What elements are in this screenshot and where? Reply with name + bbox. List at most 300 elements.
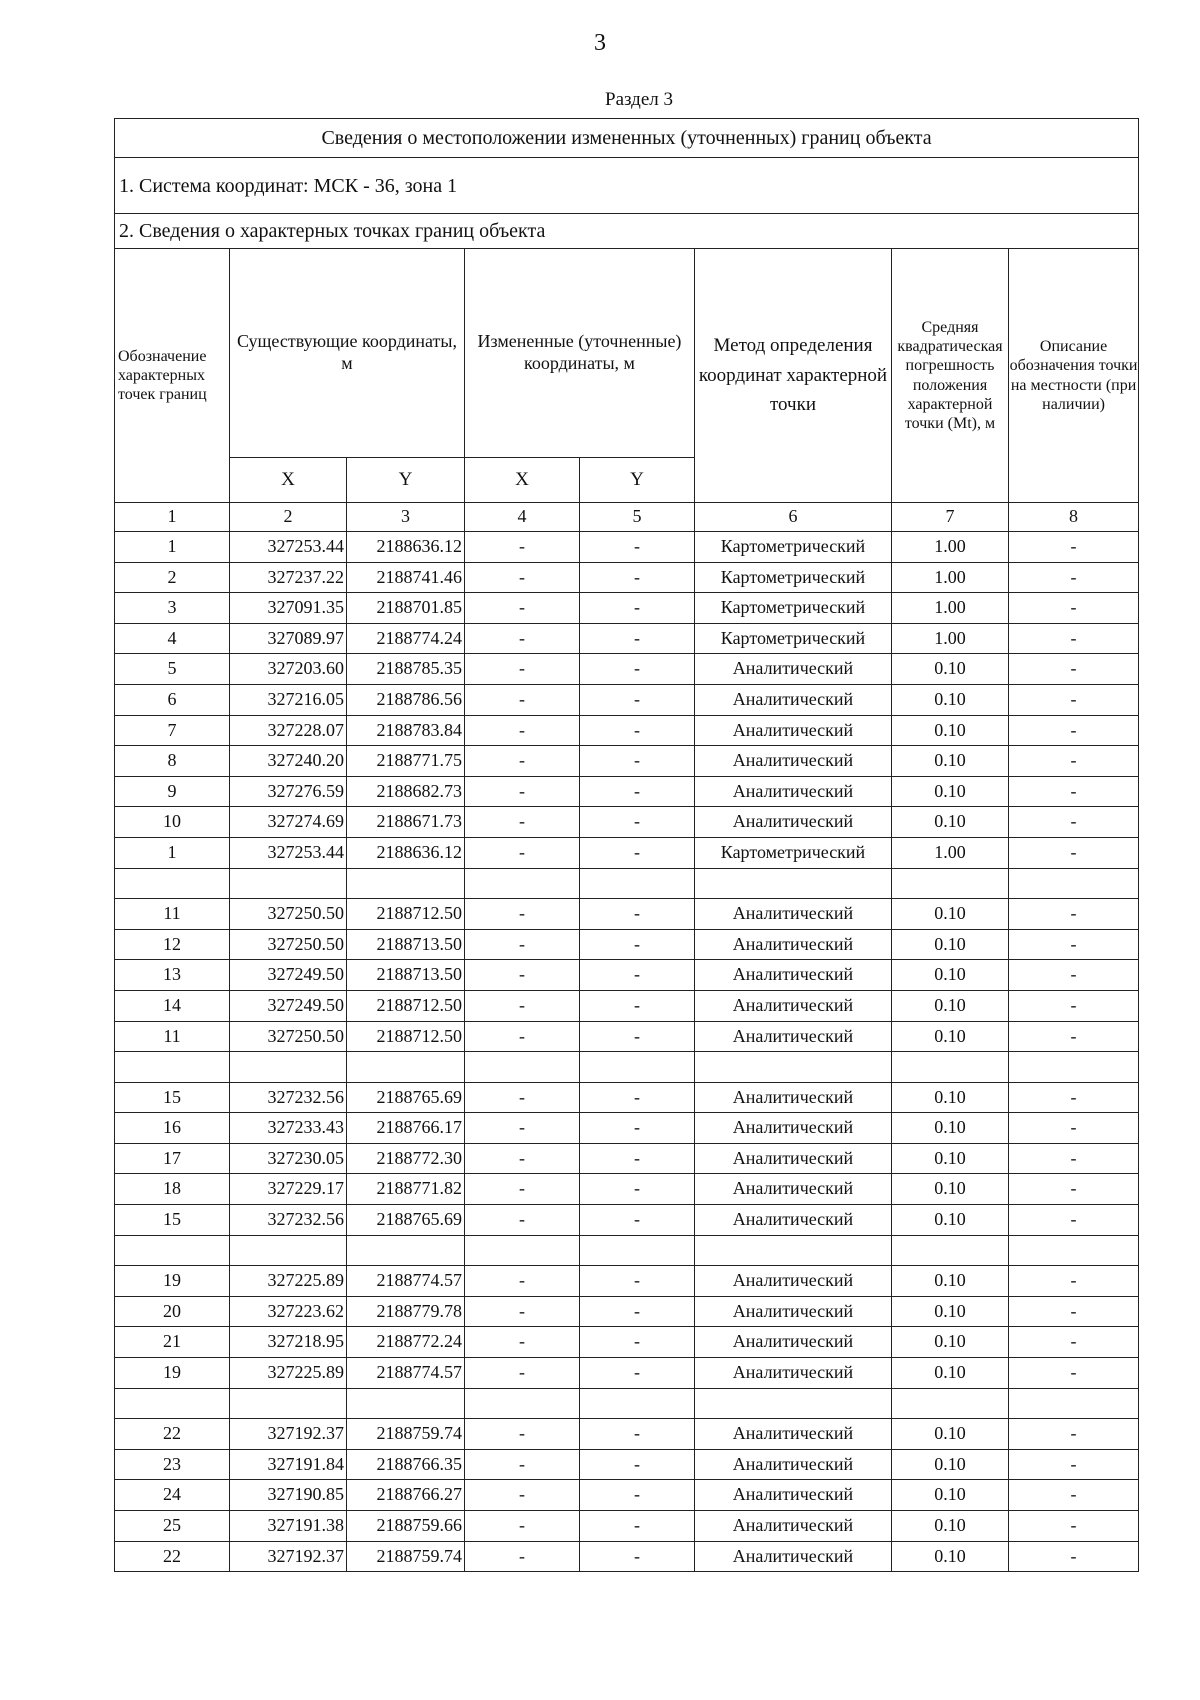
- new-y-cell: -: [580, 1480, 695, 1511]
- table-row: [115, 562, 1139, 593]
- error-cell: 0.10: [892, 1327, 1009, 1358]
- table-row: [115, 1541, 1139, 1572]
- new-x-cell: -: [465, 1021, 580, 1052]
- method-cell: Аналитический: [695, 807, 892, 838]
- table-row: [115, 684, 1139, 715]
- new-x-cell: -: [465, 899, 580, 930]
- empty-cell: [115, 868, 230, 899]
- method-cell: Аналитический: [695, 1327, 892, 1358]
- method-cell: Аналитический: [695, 929, 892, 960]
- new-y-cell: -: [580, 1327, 695, 1358]
- empty-cell: [115, 1052, 230, 1083]
- new-x-cell: -: [465, 1327, 580, 1358]
- error-cell: 0.10: [892, 654, 1009, 685]
- y-cell: 2188774.57: [347, 1266, 465, 1297]
- description-cell: -: [1009, 899, 1139, 930]
- x-cell: 327230.05: [230, 1143, 347, 1174]
- new-x-cell: -: [465, 1266, 580, 1297]
- description-cell: -: [1009, 1449, 1139, 1480]
- table-row: [115, 532, 1139, 563]
- method-cell: Аналитический: [695, 1082, 892, 1113]
- x-cell: 327253.44: [230, 837, 347, 868]
- method-cell: Картометрический: [695, 837, 892, 868]
- x-cell: 327249.50: [230, 990, 347, 1021]
- new-x-cell: -: [465, 715, 580, 746]
- method-cell: Аналитический: [695, 1419, 892, 1450]
- point-cell: 5: [115, 654, 230, 685]
- table-row: [115, 623, 1139, 654]
- point-cell: 7: [115, 715, 230, 746]
- error-cell: 0.10: [892, 807, 1009, 838]
- point-cell: 16: [115, 1113, 230, 1144]
- x-cell: 327225.89: [230, 1266, 347, 1297]
- table-gap-row: [115, 868, 1139, 899]
- table-row: [115, 1511, 1139, 1542]
- point-cell: 9: [115, 776, 230, 807]
- y-cell: 2188766.27: [347, 1480, 465, 1511]
- description-cell: -: [1009, 654, 1139, 685]
- new-x-cell: -: [465, 1113, 580, 1144]
- column-number: 1: [115, 503, 230, 532]
- method-cell: Аналитический: [695, 1266, 892, 1297]
- table-row: [115, 715, 1139, 746]
- table-row: [115, 1143, 1139, 1174]
- column-number: 2: [230, 503, 347, 532]
- new-y-cell: -: [580, 1511, 695, 1542]
- point-cell: 4: [115, 623, 230, 654]
- point-cell: 8: [115, 746, 230, 777]
- description-cell: -: [1009, 1327, 1139, 1358]
- table-row: [115, 807, 1139, 838]
- method-cell: Аналитический: [695, 1358, 892, 1389]
- point-cell: 17: [115, 1143, 230, 1174]
- new-x-cell: -: [465, 562, 580, 593]
- empty-cell: [230, 1052, 347, 1083]
- y-cell: 2188766.17: [347, 1113, 465, 1144]
- header-y-existing: Y: [347, 458, 465, 503]
- new-x-cell: -: [465, 623, 580, 654]
- empty-cell: [115, 1235, 230, 1266]
- empty-cell: [695, 1052, 892, 1083]
- method-cell: Аналитический: [695, 1511, 892, 1542]
- error-cell: 1.00: [892, 623, 1009, 654]
- method-cell: Аналитический: [695, 1541, 892, 1572]
- x-cell: 327250.50: [230, 1021, 347, 1052]
- method-cell: Аналитический: [695, 746, 892, 777]
- description-cell: -: [1009, 746, 1139, 777]
- table-row: [115, 1266, 1139, 1297]
- table-row: [115, 960, 1139, 991]
- description-cell: -: [1009, 715, 1139, 746]
- points-caption: 2. Сведения о характерных точках границ объекта: [115, 214, 1139, 249]
- new-y-cell: -: [580, 1296, 695, 1327]
- point-cell: 15: [115, 1082, 230, 1113]
- error-cell: 0.10: [892, 929, 1009, 960]
- description-cell: -: [1009, 960, 1139, 991]
- x-cell: 327191.38: [230, 1511, 347, 1542]
- x-cell: 327274.69: [230, 807, 347, 838]
- x-cell: 327190.85: [230, 1480, 347, 1511]
- x-cell: 327192.37: [230, 1419, 347, 1450]
- error-cell: 0.10: [892, 1511, 1009, 1542]
- empty-cell: [230, 1235, 347, 1266]
- table-row: [115, 654, 1139, 685]
- table-row: [115, 1449, 1139, 1480]
- y-cell: 2188786.56: [347, 684, 465, 715]
- description-cell: -: [1009, 562, 1139, 593]
- new-x-cell: -: [465, 776, 580, 807]
- description-cell: -: [1009, 1419, 1139, 1450]
- x-cell: 327240.20: [230, 746, 347, 777]
- error-cell: 0.10: [892, 1358, 1009, 1389]
- x-cell: 327249.50: [230, 960, 347, 991]
- point-cell: 1: [115, 532, 230, 563]
- y-cell: 2188682.73: [347, 776, 465, 807]
- error-cell: 1.00: [892, 532, 1009, 563]
- x-cell: 327237.22: [230, 562, 347, 593]
- description-cell: -: [1009, 593, 1139, 624]
- new-y-cell: -: [580, 776, 695, 807]
- point-cell: 24: [115, 1480, 230, 1511]
- header-designation: Обозначение характерных точек границ: [115, 249, 230, 503]
- x-cell: 327233.43: [230, 1113, 347, 1144]
- coordinate-system: 1. Система координат: МСК - 36, зона 1: [115, 158, 1139, 214]
- column-number: 6: [695, 503, 892, 532]
- table-row: [115, 1358, 1139, 1389]
- new-y-cell: -: [580, 654, 695, 685]
- y-cell: 2188765.69: [347, 1205, 465, 1236]
- description-cell: -: [1009, 1113, 1139, 1144]
- point-cell: 12: [115, 929, 230, 960]
- error-cell: 0.10: [892, 684, 1009, 715]
- empty-cell: [580, 1235, 695, 1266]
- method-cell: Аналитический: [695, 960, 892, 991]
- method-cell: Аналитический: [695, 1143, 892, 1174]
- section-label: Раздел 3: [605, 89, 673, 110]
- empty-cell: [580, 1052, 695, 1083]
- description-cell: -: [1009, 532, 1139, 563]
- new-y-cell: -: [580, 899, 695, 930]
- point-cell: 1: [115, 837, 230, 868]
- new-y-cell: -: [580, 929, 695, 960]
- method-cell: Аналитический: [695, 1449, 892, 1480]
- new-x-cell: -: [465, 837, 580, 868]
- new-y-cell: -: [580, 990, 695, 1021]
- error-cell: 0.10: [892, 1541, 1009, 1572]
- method-cell: Аналитический: [695, 776, 892, 807]
- method-cell: Аналитический: [695, 1021, 892, 1052]
- new-x-cell: -: [465, 960, 580, 991]
- x-cell: 327250.50: [230, 929, 347, 960]
- y-cell: 2188759.66: [347, 1511, 465, 1542]
- x-cell: 327225.89: [230, 1358, 347, 1389]
- table-row: [115, 593, 1139, 624]
- y-cell: 2188759.74: [347, 1419, 465, 1450]
- point-cell: 18: [115, 1174, 230, 1205]
- x-cell: 327229.17: [230, 1174, 347, 1205]
- new-x-cell: -: [465, 1174, 580, 1205]
- empty-cell: [892, 1052, 1009, 1083]
- new-y-cell: -: [580, 1143, 695, 1174]
- empty-cell: [465, 1388, 580, 1419]
- description-cell: -: [1009, 1021, 1139, 1052]
- new-x-cell: -: [465, 1419, 580, 1450]
- table-row: [115, 1296, 1139, 1327]
- description-cell: -: [1009, 1205, 1139, 1236]
- description-cell: -: [1009, 807, 1139, 838]
- error-cell: 0.10: [892, 1174, 1009, 1205]
- new-y-cell: -: [580, 1205, 695, 1236]
- error-cell: 0.10: [892, 776, 1009, 807]
- empty-cell: [695, 868, 892, 899]
- new-x-cell: -: [465, 1358, 580, 1389]
- point-cell: 10: [115, 807, 230, 838]
- empty-cell: [1009, 868, 1139, 899]
- table-row: [115, 776, 1139, 807]
- description-cell: -: [1009, 1082, 1139, 1113]
- table-row: [115, 990, 1139, 1021]
- error-cell: 0.10: [892, 960, 1009, 991]
- new-x-cell: -: [465, 593, 580, 624]
- table-row: [115, 1419, 1139, 1450]
- y-cell: 2188671.73: [347, 807, 465, 838]
- y-cell: 2188774.57: [347, 1358, 465, 1389]
- method-cell: Аналитический: [695, 1296, 892, 1327]
- method-cell: Аналитический: [695, 1174, 892, 1205]
- description-cell: -: [1009, 1541, 1139, 1572]
- table-row: [115, 837, 1139, 868]
- y-cell: 2188766.35: [347, 1449, 465, 1480]
- x-cell: 327232.56: [230, 1205, 347, 1236]
- description-cell: -: [1009, 623, 1139, 654]
- x-cell: 327216.05: [230, 684, 347, 715]
- description-cell: -: [1009, 1358, 1139, 1389]
- error-cell: 0.10: [892, 1480, 1009, 1511]
- new-x-cell: -: [465, 1082, 580, 1113]
- method-cell: Картометрический: [695, 593, 892, 624]
- empty-cell: [695, 1388, 892, 1419]
- new-y-cell: -: [580, 715, 695, 746]
- y-cell: 2188772.30: [347, 1143, 465, 1174]
- error-cell: 0.10: [892, 1266, 1009, 1297]
- new-y-cell: -: [580, 1449, 695, 1480]
- error-cell: 0.10: [892, 1419, 1009, 1450]
- error-cell: 0.10: [892, 1205, 1009, 1236]
- method-cell: Аналитический: [695, 899, 892, 930]
- y-cell: 2188713.50: [347, 960, 465, 991]
- method-cell: Аналитический: [695, 1480, 892, 1511]
- empty-cell: [1009, 1052, 1139, 1083]
- method-cell: Аналитический: [695, 684, 892, 715]
- y-cell: 2188771.75: [347, 746, 465, 777]
- column-number: 4: [465, 503, 580, 532]
- new-y-cell: -: [580, 1082, 695, 1113]
- point-cell: 21: [115, 1327, 230, 1358]
- new-y-cell: -: [580, 623, 695, 654]
- empty-cell: [347, 1235, 465, 1266]
- point-cell: 25: [115, 1511, 230, 1542]
- error-cell: 0.10: [892, 1021, 1009, 1052]
- new-x-cell: -: [465, 1143, 580, 1174]
- x-cell: 327253.44: [230, 532, 347, 563]
- empty-cell: [1009, 1235, 1139, 1266]
- point-cell: 23: [115, 1449, 230, 1480]
- column-number: 5: [580, 503, 695, 532]
- error-cell: 0.10: [892, 715, 1009, 746]
- new-y-cell: -: [580, 1419, 695, 1450]
- y-cell: 2188765.69: [347, 1082, 465, 1113]
- description-cell: -: [1009, 1480, 1139, 1511]
- x-cell: 327228.07: [230, 715, 347, 746]
- method-cell: Аналитический: [695, 715, 892, 746]
- x-cell: 327191.84: [230, 1449, 347, 1480]
- method-cell: Картометрический: [695, 623, 892, 654]
- empty-cell: [892, 1235, 1009, 1266]
- error-cell: 1.00: [892, 837, 1009, 868]
- new-y-cell: -: [580, 1266, 695, 1297]
- method-cell: Аналитический: [695, 1205, 892, 1236]
- new-y-cell: -: [580, 1113, 695, 1144]
- y-cell: 2188712.50: [347, 1021, 465, 1052]
- new-y-cell: -: [580, 562, 695, 593]
- table-row: [115, 929, 1139, 960]
- description-cell: -: [1009, 1174, 1139, 1205]
- error-cell: 0.10: [892, 990, 1009, 1021]
- empty-cell: [230, 868, 347, 899]
- y-cell: 2188741.46: [347, 562, 465, 593]
- new-y-cell: -: [580, 1358, 695, 1389]
- x-cell: 327223.62: [230, 1296, 347, 1327]
- table-gap-row: [115, 1388, 1139, 1419]
- method-cell: Аналитический: [695, 654, 892, 685]
- new-y-cell: -: [580, 960, 695, 991]
- header-y-changed: Y: [580, 458, 695, 503]
- point-cell: 22: [115, 1541, 230, 1572]
- new-y-cell: -: [580, 1021, 695, 1052]
- x-cell: 327232.56: [230, 1082, 347, 1113]
- empty-cell: [347, 868, 465, 899]
- error-cell: 0.10: [892, 1143, 1009, 1174]
- new-x-cell: -: [465, 1296, 580, 1327]
- header-existing-coordinates: Существующие координаты, м: [230, 249, 465, 458]
- new-y-cell: -: [580, 1174, 695, 1205]
- y-cell: 2188785.35: [347, 654, 465, 685]
- error-cell: 1.00: [892, 593, 1009, 624]
- table-row: [115, 1205, 1139, 1236]
- empty-cell: [695, 1235, 892, 1266]
- new-y-cell: -: [580, 807, 695, 838]
- table-row: [115, 899, 1139, 930]
- new-x-cell: -: [465, 807, 580, 838]
- point-cell: 22: [115, 1419, 230, 1450]
- error-cell: 0.10: [892, 1113, 1009, 1144]
- empty-cell: [230, 1388, 347, 1419]
- header-changed-coordinates: Измененные (уточненные) координаты, м: [465, 249, 695, 458]
- empty-cell: [892, 868, 1009, 899]
- description-cell: -: [1009, 1266, 1139, 1297]
- header-x-existing: X: [230, 458, 347, 503]
- new-y-cell: -: [580, 532, 695, 563]
- point-cell: 3: [115, 593, 230, 624]
- column-number: 7: [892, 503, 1009, 532]
- table-row: [115, 1113, 1139, 1144]
- description-cell: -: [1009, 1296, 1139, 1327]
- empty-cell: [465, 1235, 580, 1266]
- header-x-changed: X: [465, 458, 580, 503]
- error-cell: 1.00: [892, 562, 1009, 593]
- point-cell: 13: [115, 960, 230, 991]
- y-cell: 2188779.78: [347, 1296, 465, 1327]
- error-cell: 0.10: [892, 746, 1009, 777]
- description-cell: -: [1009, 1143, 1139, 1174]
- table-row: [115, 1082, 1139, 1113]
- table-row: [115, 1174, 1139, 1205]
- header-method: Метод определения координат характерной точки: [695, 249, 892, 503]
- y-cell: 2188713.50: [347, 929, 465, 960]
- new-x-cell: -: [465, 1205, 580, 1236]
- empty-cell: [465, 868, 580, 899]
- description-cell: -: [1009, 837, 1139, 868]
- table-row: [115, 1021, 1139, 1052]
- description-cell: -: [1009, 684, 1139, 715]
- empty-cell: [580, 868, 695, 899]
- description-cell: -: [1009, 929, 1139, 960]
- x-cell: 327218.95: [230, 1327, 347, 1358]
- new-y-cell: -: [580, 593, 695, 624]
- y-cell: 2188701.85: [347, 593, 465, 624]
- empty-cell: [1009, 1388, 1139, 1419]
- point-cell: 2: [115, 562, 230, 593]
- y-cell: 2188771.82: [347, 1174, 465, 1205]
- table-gap-row: [115, 1052, 1139, 1083]
- x-cell: 327089.97: [230, 623, 347, 654]
- new-y-cell: -: [580, 684, 695, 715]
- boundary-points-table: [114, 118, 1139, 1572]
- table-title: Сведения о местоположении измененных (уточненных) границ объекта: [115, 119, 1139, 158]
- new-y-cell: -: [580, 1541, 695, 1572]
- empty-cell: [347, 1052, 465, 1083]
- new-x-cell: -: [465, 929, 580, 960]
- y-cell: 2188712.50: [347, 899, 465, 930]
- table-gap-row: [115, 1235, 1139, 1266]
- table-row: [115, 1327, 1139, 1358]
- new-x-cell: -: [465, 1480, 580, 1511]
- empty-cell: [465, 1052, 580, 1083]
- new-y-cell: -: [580, 746, 695, 777]
- header-error: Средняя квадратическая погрешность положения характерной точки (Mt), м: [892, 249, 1009, 503]
- error-cell: 0.10: [892, 1296, 1009, 1327]
- description-cell: -: [1009, 776, 1139, 807]
- method-cell: Аналитический: [695, 990, 892, 1021]
- new-x-cell: -: [465, 1449, 580, 1480]
- method-cell: Аналитический: [695, 1113, 892, 1144]
- empty-cell: [115, 1388, 230, 1419]
- page-number: 3: [594, 30, 606, 56]
- method-cell: Картометрический: [695, 532, 892, 563]
- x-cell: 327276.59: [230, 776, 347, 807]
- x-cell: 327250.50: [230, 899, 347, 930]
- new-x-cell: -: [465, 1541, 580, 1572]
- point-cell: 19: [115, 1266, 230, 1297]
- y-cell: 2188774.24: [347, 623, 465, 654]
- error-cell: 0.10: [892, 1082, 1009, 1113]
- table-row: [115, 746, 1139, 777]
- new-x-cell: -: [465, 990, 580, 1021]
- new-x-cell: -: [465, 532, 580, 563]
- new-x-cell: -: [465, 684, 580, 715]
- point-cell: 14: [115, 990, 230, 1021]
- empty-cell: [347, 1388, 465, 1419]
